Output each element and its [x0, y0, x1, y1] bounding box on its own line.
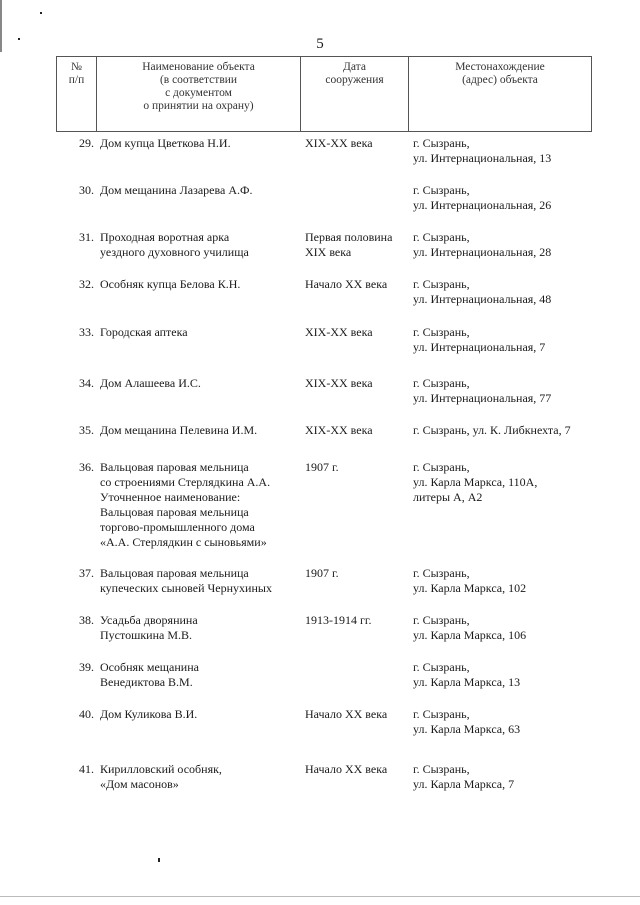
- object-name: Вальцовая паровая мельница со строениями Стерлядкина А.А. Уточненное наименование: Вальцовая паровая мельница торгово-промышленного дома «А.А. Стерлядкин с сыновьями»: [100, 460, 271, 549]
- object-address: г. Сызрань, ул. Интернациональная, 13: [413, 136, 552, 165]
- row-number: 33.: [79, 325, 94, 339]
- object-name: Дом мещанина Лазарева А.Ф.: [100, 183, 253, 197]
- row-number: 36.: [79, 460, 94, 474]
- page-number: 5: [316, 36, 324, 52]
- construction-date: Начало XX века: [305, 707, 388, 721]
- object-address: г. Сызрань, ул. Карла Маркса, 102: [413, 566, 527, 595]
- construction-date: Начало XX века: [305, 762, 388, 776]
- header-number: № п/п: [57, 57, 97, 132]
- object-address: г. Сызрань, ул. К. Либкнехта, 7: [413, 423, 571, 437]
- row-number: 30.: [79, 183, 94, 197]
- scan-edge-line: [0, 896, 640, 897]
- construction-date: 1907 г.: [305, 460, 339, 474]
- object-name: Особняк купца Белова К.Н.: [100, 277, 241, 291]
- row-number: 38.: [79, 613, 94, 627]
- construction-date: XIX-XX века: [305, 136, 373, 150]
- scan-edge-line: [0, 0, 2, 52]
- object-name: Дом Алашеева И.С.: [100, 376, 201, 390]
- scan-mark: [158, 858, 160, 862]
- object-name: Особняк мещанина Венедиктова В.М.: [100, 660, 199, 689]
- row-number: 29.: [79, 136, 94, 150]
- object-address: г. Сызрань, ул. Карла Маркса, 7: [413, 762, 515, 791]
- header-date: Дата сооружения: [301, 57, 409, 132]
- scan-mark: [18, 38, 20, 40]
- scan-mark: [40, 12, 42, 14]
- object-address: г. Сызрань, ул. Интернациональная, 48: [413, 277, 552, 306]
- construction-date: 1907 г.: [305, 566, 339, 580]
- object-name: Усадьба дворянина Пустошкина М.В.: [100, 613, 198, 642]
- construction-date: Начало XX века: [305, 277, 388, 291]
- row-number: 41.: [79, 762, 94, 776]
- object-name: Кирилловский особняк, «Дом масонов»: [100, 762, 222, 791]
- construction-date: XIX-XX века: [305, 376, 373, 390]
- row-number: 32.: [79, 277, 94, 291]
- object-name: Дом мещанина Пелевина И.М.: [100, 423, 258, 437]
- table-header: [56, 56, 592, 132]
- row-number: 40.: [79, 707, 94, 721]
- object-name: Городская аптека: [100, 325, 188, 339]
- object-address: г. Сызрань, ул. Интернациональная, 7: [413, 325, 546, 354]
- row-number: 34.: [79, 376, 94, 390]
- header-name: Наименование объекта (в соответствии с документом о принятии на охрану): [97, 57, 301, 132]
- object-address: г. Сызрань, ул. Карла Маркса, 110А, литеры А, А2: [413, 460, 538, 504]
- construction-date: XIX-XX века: [305, 423, 373, 437]
- object-address: г. Сызрань, ул. Интернациональная, 28: [413, 230, 552, 259]
- header-location: Местонахождение (адрес) объекта: [409, 57, 592, 132]
- object-address: г. Сызрань, ул. Карла Маркса, 13: [413, 660, 521, 689]
- construction-date: XIX-XX века: [305, 325, 373, 339]
- object-name: Проходная воротная арка уездного духовного училища: [100, 230, 249, 259]
- object-address: г. Сызрань, ул. Интернациональная, 26: [413, 183, 552, 212]
- object-address: г. Сызрань, ул. Интернациональная, 77: [413, 376, 552, 405]
- row-number: 35.: [79, 423, 94, 437]
- construction-date: Первая половина XIX века: [305, 230, 393, 259]
- construction-date: 1913-1914 гг.: [305, 613, 372, 627]
- object-address: г. Сызрань, ул. Карла Маркса, 106: [413, 613, 527, 642]
- row-number: 39.: [79, 660, 94, 674]
- row-number: 37.: [79, 566, 94, 580]
- object-name: Вальцовая паровая мельница купеческих сыновей Чернухиных: [100, 566, 272, 595]
- row-number: 31.: [79, 230, 94, 244]
- object-name: Дом купца Цветкова Н.И.: [100, 136, 231, 150]
- object-address: г. Сызрань, ул. Карла Маркса, 63: [413, 707, 521, 736]
- object-name: Дом Куликова В.И.: [100, 707, 198, 721]
